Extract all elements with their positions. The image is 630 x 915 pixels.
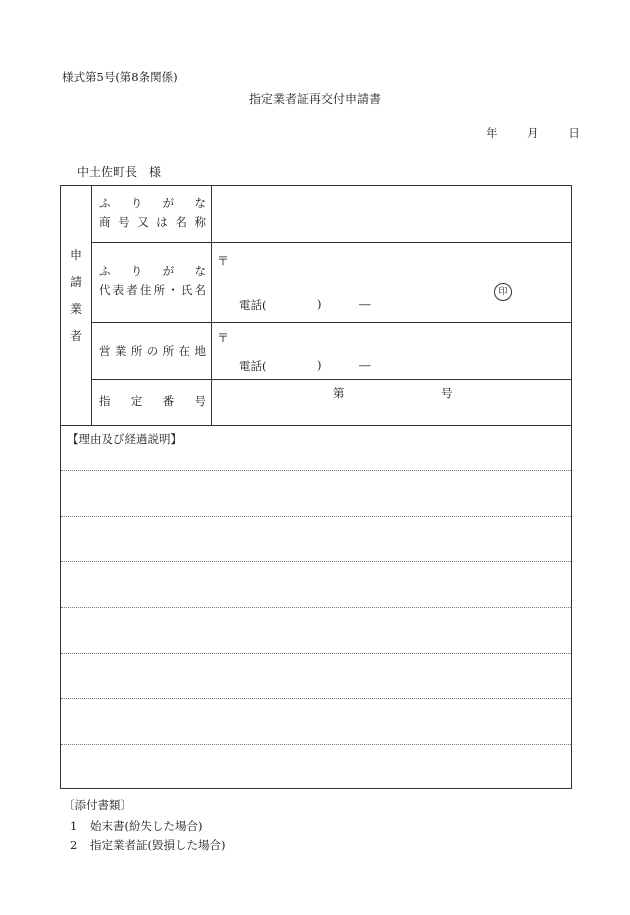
furigana-label: ふ り が な	[99, 264, 206, 278]
document-title: 指定業者証再交付申請書	[248, 92, 381, 106]
addressee: 中土佐町長 様	[77, 165, 162, 179]
office-phone: 電話( ) ―	[239, 358, 371, 373]
designation-number-field[interactable]	[211, 385, 573, 405]
ruled-line	[61, 698, 571, 699]
form-number: 様式第5号(第8条関係)	[62, 70, 178, 84]
representative-label: ふ り が な 代 表 者 住 所 ・ 氏 名	[91, 262, 211, 300]
number-suffix: 号	[441, 386, 453, 400]
attachments-title: 〔添付書類〕	[63, 798, 132, 812]
number-prefix: 第	[333, 386, 345, 400]
date-line	[486, 125, 580, 141]
office-address-label: 営 業 所 の 所 在 地	[99, 344, 206, 358]
representative-phone: 電話( ) ―	[239, 297, 371, 312]
phone-label: 電話(	[239, 359, 267, 373]
date-day-label: 日	[568, 126, 580, 140]
phone-label: 電話(	[239, 298, 267, 312]
row-divider-3	[91, 379, 571, 380]
applicant-label: 申 請 業 者	[69, 248, 82, 343]
ruled-line	[61, 744, 571, 745]
reason-section-divider	[61, 425, 571, 426]
ruled-line	[61, 561, 571, 562]
attachment-item: 1 始末書(紛失した場合)	[70, 819, 203, 833]
designation-number-label: 指 定 番 号	[99, 394, 206, 408]
attachment-item: 2 指定業者証(毀損した場合)	[70, 838, 226, 852]
business-name-label: ふ り が な 商 号 又 は 名 称	[91, 194, 211, 232]
postal-mark-icon: 〒	[217, 254, 230, 268]
postal-mark-icon: 〒	[217, 331, 230, 345]
ruled-line	[61, 653, 571, 654]
date-month-label: 月	[527, 126, 539, 140]
business-name-field[interactable]	[212, 187, 572, 242]
reason-text-area[interactable]	[61, 448, 571, 788]
ruled-line	[61, 607, 571, 608]
furigana-label: ふ り が な	[99, 196, 206, 210]
reason-heading: 【理由及び経過説明】	[67, 432, 182, 446]
ruled-line	[61, 470, 571, 471]
seal-mark-icon: 印	[494, 283, 512, 301]
ruled-line	[61, 516, 571, 517]
application-form-table	[60, 185, 572, 789]
date-year-label: 年	[486, 126, 498, 140]
